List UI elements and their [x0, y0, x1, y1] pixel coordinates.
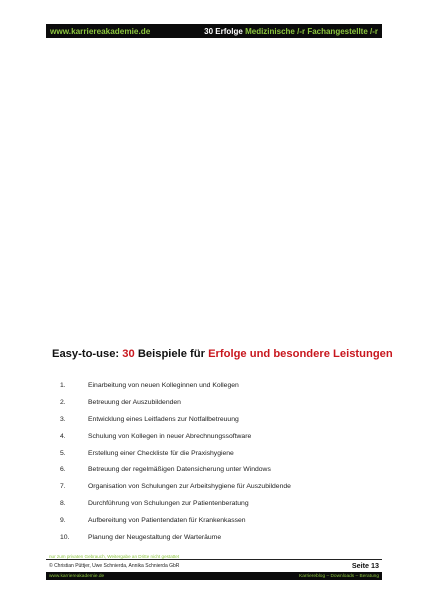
list-item-text: Betreuung der Auszubildenden: [88, 398, 181, 406]
list-item-number: 5.: [60, 449, 66, 457]
list-item: [60, 517, 291, 534]
header-title: [204, 27, 378, 36]
list-item: [60, 466, 291, 483]
footer-note: nur zum privaten Gebrauch, Weitergabe an Dritte nicht gestattet: [49, 554, 180, 559]
examples-list: [60, 382, 291, 551]
list-item-text: Schulung von Kollegen in neuer Abrechnungssoftware: [88, 432, 252, 440]
heading-highlight: Erfolge und besondere Leistungen: [208, 348, 393, 360]
footer-divider: [46, 559, 382, 560]
list-item-number: 1.: [60, 382, 66, 389]
footer-links[interactable]: Karriereblog – Downloads – Beratung: [299, 573, 379, 579]
list-item-text: Durchführung von Schulungen zur Patientenberatung: [88, 500, 249, 508]
list-item-number: 6.: [60, 466, 66, 474]
heading-lead: Easy-to-use:: [52, 348, 120, 360]
list-item-text: Erstellung einer Checkliste für die Praxishygiene: [88, 449, 234, 457]
list-item-number: 7.: [60, 483, 66, 491]
list-item: [60, 500, 291, 517]
list-item-number: 9.: [60, 517, 66, 525]
header-bar: [46, 24, 382, 38]
footer-site-link[interactable]: www.karriereakademie.de: [49, 573, 105, 579]
list-item-text: Betreuung der regelmäßigen Datensicherung unter Windows: [88, 466, 271, 474]
list-item: [60, 450, 291, 467]
list-item-number: 4.: [60, 432, 66, 440]
header-site: www.karriereakademie.de: [50, 26, 151, 36]
list-item-number: 3.: [60, 415, 66, 423]
list-item: [60, 483, 291, 500]
footer-info-row: [49, 561, 379, 570]
heading-count: 30: [122, 348, 135, 360]
list-item-text: Aufbereitung von Patientendaten für Krankenkassen: [88, 517, 246, 525]
list-item: [60, 416, 291, 433]
list-item: [60, 433, 291, 450]
list-item-number: 10.: [60, 534, 70, 542]
list-item-number: 8.: [60, 500, 66, 508]
footer-bar: [46, 572, 382, 580]
list-item-number: 2.: [60, 398, 66, 406]
section-heading: [52, 348, 393, 360]
footer-authors: © Christian Püttjer, Uwe Schnierda, Annika Schnierda GbR: [49, 562, 180, 569]
list-item-text: Entwicklung eines Leitfadens zur Notfallbetreuung: [88, 415, 239, 423]
list-item: [60, 382, 291, 399]
list-item-text: Planung der Neugestaltung der Warteräume: [88, 534, 222, 542]
list-item-text: Organisation von Schulungen zur Arbeitshygiene für Auszubildende: [88, 483, 291, 491]
list-item: [60, 534, 291, 551]
list-item-text: Einarbeitung von neuen Kolleginnen und Kollegen: [88, 382, 239, 389]
heading-middle: Beispiele für: [137, 348, 205, 360]
list-item: [60, 399, 291, 416]
page-number: Seite 13: [351, 561, 379, 570]
header-title-profession: Medizinische /-r Fachangestellte /-r: [245, 26, 378, 36]
header-title-number: 30 Erfolge: [204, 26, 243, 36]
